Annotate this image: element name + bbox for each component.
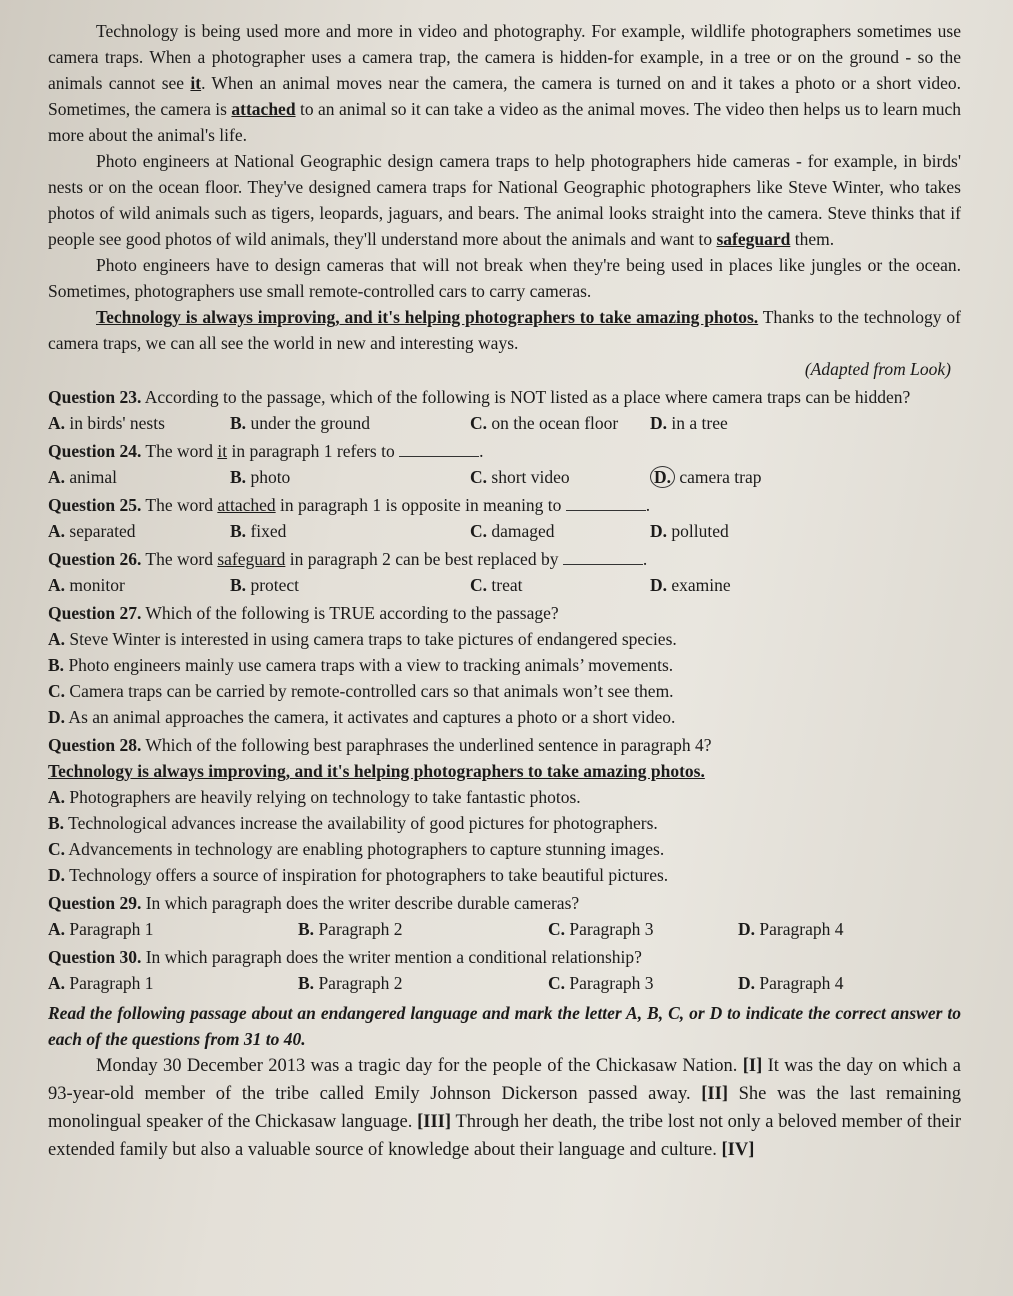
- q24-text-b: in paragraph 1 refers to: [227, 441, 400, 461]
- option-text: short video: [487, 467, 570, 487]
- option-text: camera trap: [675, 467, 762, 487]
- source-citation: (Adapted from Look): [804, 359, 951, 379]
- q27-option-b[interactable]: [48, 652, 961, 678]
- option-text: photo: [246, 467, 291, 487]
- q28-option-b[interactable]: [48, 810, 961, 836]
- q23-options: [48, 410, 961, 436]
- q25-option-c[interactable]: [470, 518, 650, 544]
- passage2-paragraph1: [48, 1052, 961, 1164]
- insertion-marker-1: [I]: [742, 1056, 763, 1076]
- p2-1-text-c: She was the last remaining monolingual speaker of the Chickasaw language.: [48, 1084, 961, 1132]
- option-text: Advancements in technology are enabling photographers to capture stunning images.: [65, 839, 665, 859]
- q24-option-a[interactable]: [48, 464, 230, 490]
- option-letter: D.: [650, 521, 668, 541]
- q23-option-d[interactable]: [650, 410, 961, 436]
- option-text: Paragraph 3: [565, 919, 654, 939]
- option-letter: B.: [298, 973, 315, 993]
- q30-text: In which paragraph does the writer mention a conditional relationship?: [141, 947, 642, 967]
- q25-number: Question 25.: [48, 495, 142, 515]
- option-letter: D.: [738, 919, 756, 939]
- q28-option-d[interactable]: [48, 862, 961, 888]
- option-text: separated: [65, 521, 136, 541]
- q27-options: [48, 626, 961, 730]
- option-text: animal: [65, 467, 118, 487]
- option-letter: A.: [48, 787, 66, 807]
- option-text: monitor: [65, 575, 125, 595]
- q25-option-d[interactable]: [650, 518, 961, 544]
- option-letter: A.: [48, 629, 66, 649]
- p2-text-a: Photo engineers at National Geographic design camera traps to help photographers hide cameras - for example, in birds' nests or on the ocean floor. They've designed camera traps for National Geographic photographers like Steve Winter, who takes photos of wild animals such as tigers, leopards, jaguars, and bears. The animal looks straight into the camera. Steve thinks that if people see good photos of wild animals, they'll understand more about the animals and want to: [48, 151, 961, 249]
- option-text: under the ground: [246, 413, 370, 433]
- q23-option-a[interactable]: [48, 410, 230, 436]
- q28-option-c[interactable]: [48, 836, 961, 862]
- q25-options: [48, 518, 961, 544]
- q30-number: Question 30.: [48, 947, 142, 967]
- q23-option-b[interactable]: [230, 410, 470, 436]
- option-text: Steve Winter is interested in using camera traps to take pictures of endangered species.: [65, 629, 677, 649]
- q26-options: [48, 572, 961, 598]
- q24-options: [48, 464, 961, 490]
- q26-option-a[interactable]: [48, 572, 230, 598]
- q24-option-c[interactable]: [470, 464, 650, 490]
- p4-text-rest: Thanks to the technology of camera traps, we can all see the world in new and interesting ways.: [48, 307, 961, 353]
- question-26: [48, 546, 961, 572]
- option-letter: B.: [230, 575, 247, 595]
- option-text: Camera traps can be carried by remote-controlled cars so that animals won’t see them.: [65, 681, 674, 701]
- q28-text: Which of the following best paraphrases the underlined sentence in paragraph 4?: [141, 735, 712, 755]
- q27-option-a[interactable]: [48, 626, 961, 652]
- option-text: polluted: [667, 521, 729, 541]
- question-24: [48, 438, 961, 464]
- p2-1-text-b: It was the day on which a 93-year-old member of the tribe called Emily Johnson Dickerson passed away.: [48, 1056, 961, 1104]
- p2-1-text-a: Monday 30 December 2013 was a tragic day for the people of the Chickasaw Nation.: [96, 1056, 743, 1076]
- option-letter: C.: [470, 521, 488, 541]
- q25-text-b: in paragraph 1 is opposite in meaning to: [275, 495, 566, 515]
- q26-option-b[interactable]: [230, 572, 470, 598]
- p1-word-it: it: [190, 73, 202, 93]
- q26-option-d[interactable]: [650, 572, 961, 598]
- question-30: [48, 944, 961, 970]
- option-text: Paragraph 2: [314, 973, 403, 993]
- q28-number: Question 28.: [48, 735, 142, 755]
- option-text: As an animal approaches the camera, it activates and captures a photo or a short video.: [65, 707, 676, 727]
- q25-text-a: The word: [141, 495, 218, 515]
- q26-text-a: The word: [141, 549, 218, 569]
- q30-option-d[interactable]: [738, 970, 961, 996]
- q24-word: it: [217, 441, 228, 461]
- q24-end: .: [479, 441, 484, 461]
- q28-option-a[interactable]: [48, 784, 961, 810]
- question-28: [48, 732, 961, 758]
- q24-option-d[interactable]: [650, 464, 961, 490]
- option-letter: B.: [230, 413, 247, 433]
- q30-options: [48, 970, 961, 996]
- option-text: Technological advances increase the availability of good pictures for photographers.: [64, 813, 658, 833]
- insertion-marker-2: [II]: [701, 1084, 728, 1104]
- option-letter: C.: [48, 839, 66, 859]
- q28-underlined-sentence: Technology is always improving, and it's helping photographers to take amazing photos.: [48, 761, 705, 781]
- option-text: Technology offers a source of inspiration for photographers to take beautiful pictures.: [65, 865, 669, 885]
- q25-option-a[interactable]: [48, 518, 230, 544]
- option-text: Paragraph 1: [65, 919, 154, 939]
- q27-option-c[interactable]: [48, 678, 961, 704]
- q24-number: Question 24.: [48, 441, 142, 461]
- option-text: Photo engineers mainly use camera traps with a view to tracking animals’ movements.: [64, 655, 674, 675]
- passage1-paragraph2: [48, 148, 961, 252]
- q23-number: Question 23.: [48, 387, 142, 407]
- option-letter: A.: [48, 919, 66, 939]
- q30-option-b[interactable]: [298, 970, 548, 996]
- question-27: [48, 600, 961, 626]
- insertion-marker-4: [IV]: [721, 1140, 755, 1160]
- option-text: in a tree: [667, 413, 728, 433]
- option-letter: D.: [650, 413, 668, 433]
- p1-text-a: Technology is being used more and more in video and photography. For example, wildlife photographers sometimes use camera traps. When a photographer uses a camera trap, the camera is hidden-for example, in a tree or on the ground - so the animals cannot see: [48, 21, 961, 93]
- option-text: Paragraph 4: [755, 973, 844, 993]
- q27-option-d[interactable]: [48, 704, 961, 730]
- option-letter: B.: [298, 919, 315, 939]
- option-letter: B.: [230, 467, 247, 487]
- option-text: protect: [246, 575, 300, 595]
- option-text: damaged: [487, 521, 555, 541]
- q27-text: Which of the following is TRUE according to the passage?: [141, 603, 559, 623]
- q25-end: .: [645, 495, 651, 515]
- option-letter: A.: [48, 467, 66, 487]
- option-letter: D.: [650, 575, 668, 595]
- answer-blank: [399, 456, 479, 457]
- q29-option-c[interactable]: [548, 916, 738, 942]
- option-text: Paragraph 4: [755, 919, 844, 939]
- q25-option-b[interactable]: [230, 518, 470, 544]
- passage1-paragraph1: [48, 18, 961, 148]
- q26-text-b: in paragraph 2 can be best replaced by: [285, 549, 563, 569]
- option-letter: A.: [48, 973, 66, 993]
- q29-text: In which paragraph does the writer describe durable cameras?: [141, 893, 580, 913]
- option-text: Photographers are heavily relying on technology to take fantastic photos.: [65, 787, 581, 807]
- option-text: fixed: [246, 521, 287, 541]
- option-text: Paragraph 1: [65, 973, 154, 993]
- q26-number: Question 26.: [48, 549, 142, 569]
- passage1-paragraph4: [48, 304, 961, 356]
- answer-blank: [563, 564, 643, 565]
- option-letter: C.: [470, 413, 488, 433]
- q29-option-a[interactable]: [48, 916, 298, 942]
- option-letter: D.: [48, 707, 66, 727]
- q23-text: According to the passage, which of the following is NOT listed as a place where camera traps can be hidden?: [141, 387, 911, 407]
- q30-option-a[interactable]: [48, 970, 298, 996]
- passage1-paragraph3: Photo engineers have to design cameras that will not break when they're being used in places like jungles or the ocean. Sometimes, photographers use small remote-controlled cars to carry cameras.: [48, 255, 961, 301]
- option-letter: B.: [230, 521, 247, 541]
- q28-options: [48, 784, 961, 888]
- q29-option-d[interactable]: [738, 916, 961, 942]
- p1-text-c: to an animal so it can take a video as the animal moves. The video then helps us to learn much more about the animal's life.: [48, 99, 962, 145]
- question-29: [48, 890, 961, 916]
- option-text: Paragraph 2: [314, 919, 403, 939]
- insertion-marker-3: [III]: [417, 1112, 452, 1132]
- option-text: on the ocean floor: [487, 413, 619, 433]
- section-instruction: Read the following passage about an endangered language and mark the letter A, B, C, or D to indicate the correct answer to each of the questions from 31 to 40.: [48, 1003, 961, 1049]
- option-letter-circled: D.: [650, 466, 675, 488]
- option-text: treat: [487, 575, 523, 595]
- option-letter: B.: [48, 655, 65, 675]
- q29-options: [48, 916, 961, 942]
- option-letter: C.: [470, 467, 488, 487]
- p2-text-b: them.: [790, 229, 835, 249]
- p4-underlined-sentence: Technology is always improving, and it's helping photographers to take amazing photos.: [96, 307, 759, 327]
- option-letter: A.: [48, 575, 66, 595]
- option-letter: C.: [548, 973, 566, 993]
- p1-word-attached: attached: [231, 99, 296, 119]
- q25-word: attached: [217, 495, 276, 515]
- q29-number: Question 29.: [48, 893, 142, 913]
- option-letter: A.: [48, 521, 66, 541]
- q24-text-a: The word: [141, 441, 218, 461]
- p1-text-b: . When an animal moves near the camera, the camera is turned on and it takes a photo or a short video. Sometimes, the camera is: [48, 73, 961, 119]
- p2-word-safeguard: safeguard: [716, 229, 791, 249]
- q27-number: Question 27.: [48, 603, 142, 623]
- option-text: Paragraph 3: [565, 973, 654, 993]
- p2-1-text-d: Through her death, the tribe lost not only a beloved member of their extended family but also a valuable source of knowledge about their language and culture.: [48, 1112, 961, 1160]
- q26-word: safeguard: [217, 549, 286, 569]
- option-letter: B.: [48, 813, 65, 833]
- q29-option-b[interactable]: [298, 916, 548, 942]
- option-text: examine: [667, 575, 731, 595]
- q30-option-c[interactable]: [548, 970, 738, 996]
- option-letter: C.: [470, 575, 488, 595]
- q24-option-b[interactable]: [230, 464, 470, 490]
- q23-option-c[interactable]: [470, 410, 650, 436]
- option-letter: D.: [48, 865, 66, 885]
- question-25: [48, 492, 961, 518]
- option-letter: C.: [548, 919, 566, 939]
- question-23: [48, 384, 961, 410]
- answer-blank: [566, 510, 646, 511]
- option-text: in birds' nests: [65, 413, 165, 433]
- option-letter: C.: [48, 681, 66, 701]
- q26-option-c[interactable]: [470, 572, 650, 598]
- option-letter: A.: [48, 413, 66, 433]
- option-letter: D.: [738, 973, 756, 993]
- q26-end: .: [642, 549, 648, 569]
